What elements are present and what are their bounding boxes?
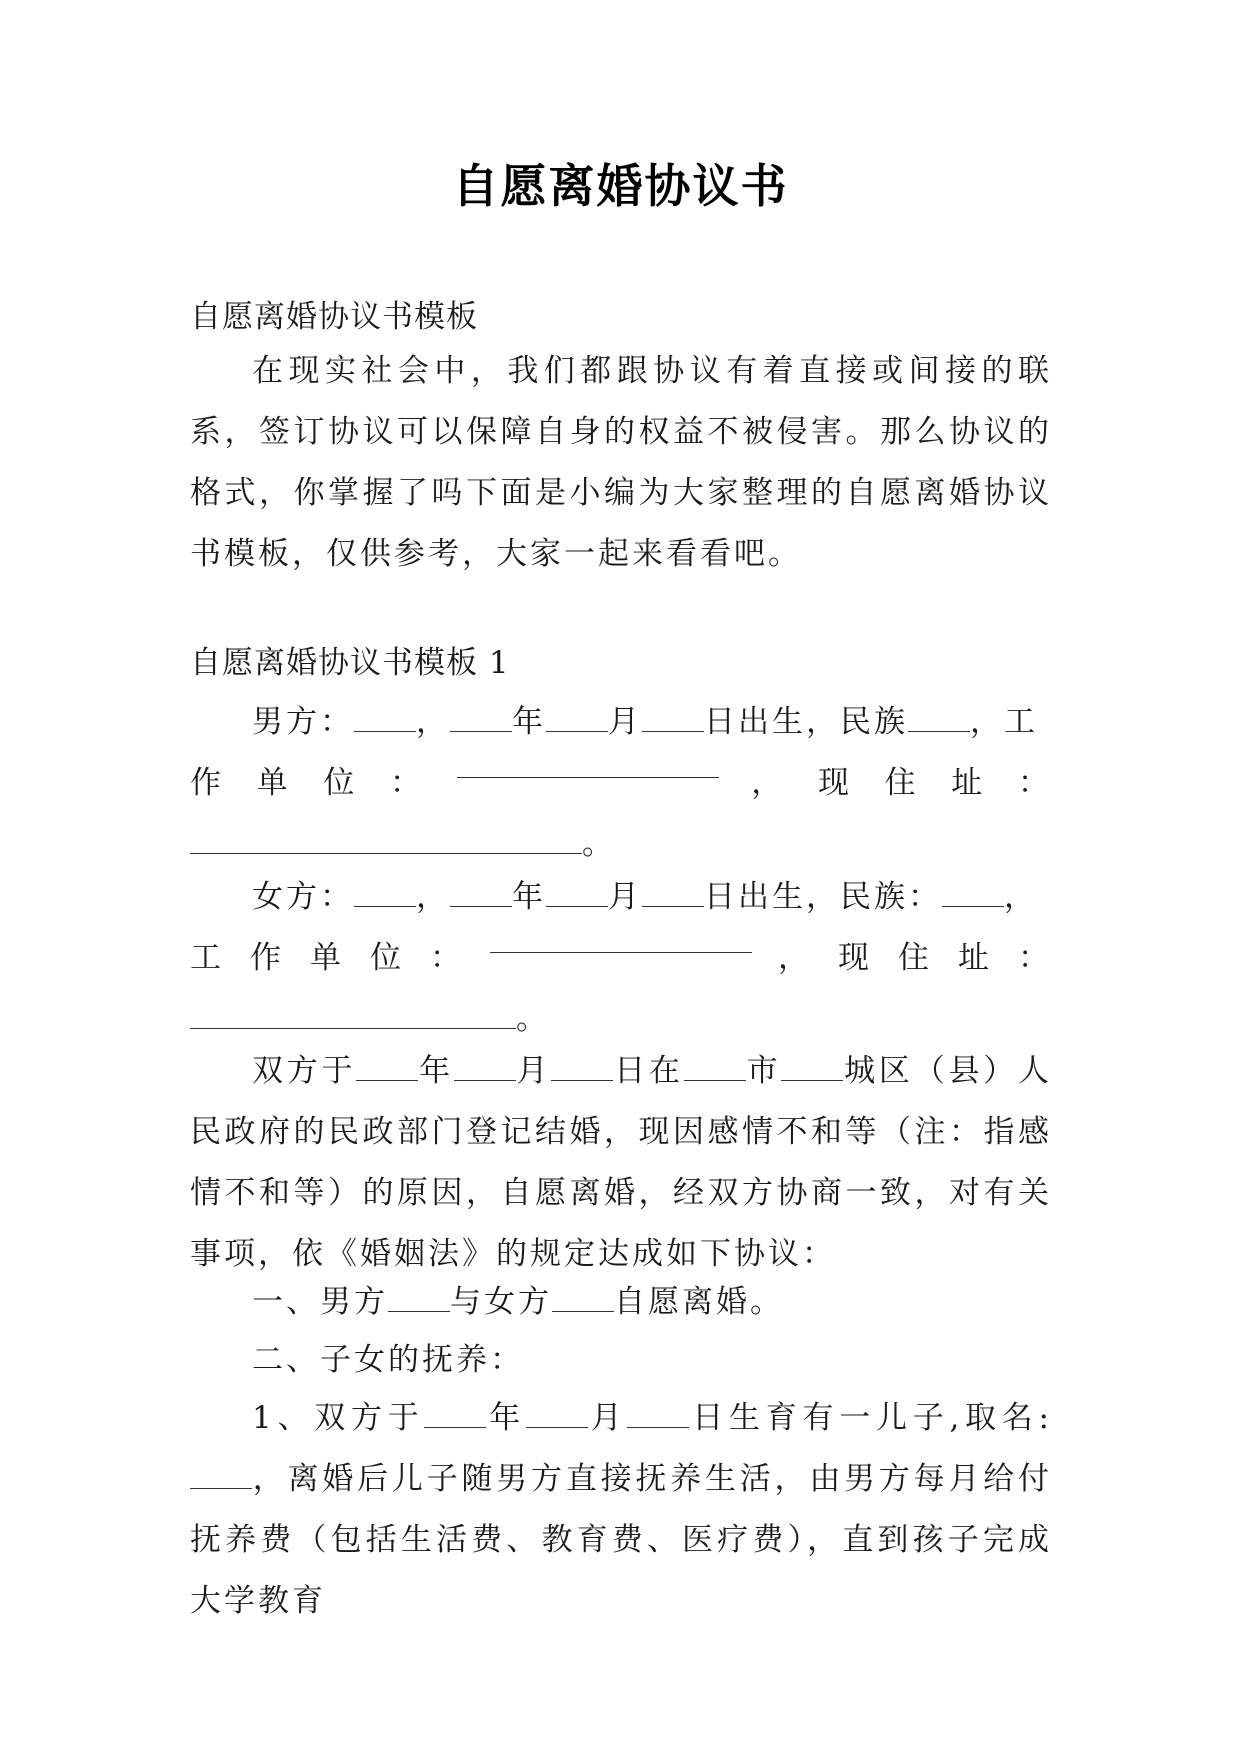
male-birth-year-blank[interactable] <box>450 707 512 732</box>
female-birth-year-blank[interactable] <box>450 882 512 907</box>
clause-2 <box>190 1330 1052 1391</box>
work-char: 作 <box>250 940 284 976</box>
year-label: 年 <box>486 1400 526 1436</box>
male-line-1 <box>190 692 1052 753</box>
comma: ， <box>416 879 450 915</box>
address-char: 现 <box>817 765 852 801</box>
marriage-prefix: 双方于 <box>252 1053 357 1089</box>
section-heading-text: 自愿离婚协议书模板 <box>190 299 478 335</box>
item-1-day-label: 日生育有一儿子,取名: <box>689 1400 1052 1436</box>
item-1-text <box>190 1388 1052 1632</box>
female-label: 女方： <box>252 879 354 915</box>
item-1-month-blank[interactable] <box>526 1403 588 1428</box>
work-char: 工 <box>190 940 224 976</box>
female-address-blank[interactable] <box>190 1004 516 1029</box>
district-label: 城区（县）人 <box>843 1053 1053 1089</box>
female-birth-month-blank[interactable] <box>546 882 608 907</box>
clause-1-prefix: 一、男方 <box>252 1284 388 1320</box>
comma: ， <box>1004 879 1038 915</box>
address-char: 住 <box>898 940 932 976</box>
work-char: 作 <box>190 765 224 801</box>
male-birth-month-blank[interactable] <box>546 707 608 732</box>
male-party-section <box>190 692 1052 875</box>
clause-1-suffix: 自愿离婚。 <box>614 1284 784 1320</box>
template-heading <box>190 633 1052 694</box>
work-char: 位 <box>370 940 404 976</box>
document-title: 自愿离婚协议书 <box>452 159 789 213</box>
clause-1-middle: 与女方 <box>450 1284 552 1320</box>
born-ethnicity-label: 日出生，民族： <box>704 879 942 915</box>
clause-1-line <box>190 1272 1052 1333</box>
female-line-2 <box>190 928 1052 989</box>
marriage-city-blank[interactable] <box>684 1056 746 1081</box>
address-char: 现 <box>838 940 872 976</box>
intro-paragraph <box>190 341 1052 585</box>
day-in-label: 日在 <box>613 1053 684 1089</box>
colon: ： <box>1018 940 1052 976</box>
city-label: 市 <box>745 1053 782 1089</box>
address-char: 址 <box>951 765 986 801</box>
work-char: 工 <box>1004 704 1038 740</box>
year-label: 年 <box>512 704 546 740</box>
month-label: 月 <box>608 704 642 740</box>
marriage-text <box>190 1041 1052 1285</box>
comma: ， <box>252 1461 288 1497</box>
marriage-day-blank[interactable] <box>551 1056 613 1081</box>
clause-1-female-blank[interactable] <box>552 1287 614 1312</box>
period: 。 <box>582 826 616 862</box>
colon: ： <box>1017 765 1052 801</box>
male-name-blank[interactable] <box>354 707 416 732</box>
male-label: 男方： <box>252 704 354 740</box>
month-label: 月 <box>515 1053 552 1089</box>
period: 。 <box>516 1001 550 1037</box>
year-label: 年 <box>512 879 546 915</box>
colon: ： <box>389 765 424 801</box>
comma: ， <box>751 765 786 801</box>
clause-1 <box>190 1272 1052 1333</box>
female-line-1 <box>190 867 1052 928</box>
work-char: 单 <box>310 940 344 976</box>
item-1-prefix: 1、双方于 <box>252 1400 425 1436</box>
marriage-month-blank[interactable] <box>454 1056 516 1081</box>
female-workplace-blank[interactable] <box>490 928 752 953</box>
marriage-district-blank[interactable] <box>781 1056 843 1081</box>
address-char: 址 <box>958 940 992 976</box>
item-1-child-name-blank[interactable] <box>190 1464 252 1489</box>
male-line-3 <box>190 814 1052 875</box>
item-1-paragraph <box>190 1388 1052 1632</box>
clause-1-male-blank[interactable] <box>388 1287 450 1312</box>
colon: ： <box>430 940 464 976</box>
comma: ， <box>416 704 450 740</box>
year-label: 年 <box>418 1053 454 1089</box>
item-1-day-blank[interactable] <box>627 1403 689 1428</box>
clause-2-text: 二、子女的抚养： <box>252 1342 524 1378</box>
address-char: 住 <box>884 765 919 801</box>
marriage-paragraph <box>190 1041 1052 1285</box>
section-heading <box>190 287 1052 348</box>
work-char: 位 <box>323 765 358 801</box>
intro-text: 在现实社会中，我们都跟协议有着直接或间接的联系，签订协议可以保障自身的权益不被侵害。那么协议的格式，你掌握了吗下面是小编为大家整理的自愿离婚协议书模板，仅供参考，大家一起来看看吧。 <box>190 353 1052 572</box>
template-heading-text: 自愿离婚协议书模板 1 <box>190 645 510 681</box>
born-ethnicity-label: 日出生，民族 <box>704 704 908 740</box>
comma: ， <box>778 940 812 976</box>
male-line-2 <box>190 753 1052 814</box>
male-birth-day-blank[interactable] <box>642 707 704 732</box>
female-ethnicity-blank[interactable] <box>942 882 1004 907</box>
work-char: 单 <box>256 765 291 801</box>
item-1-year-blank[interactable] <box>424 1403 486 1428</box>
female-birth-day-blank[interactable] <box>642 882 704 907</box>
month-label: 月 <box>587 1400 628 1436</box>
marriage-year-blank[interactable] <box>356 1056 418 1081</box>
comma: ， <box>970 704 1004 740</box>
month-label: 月 <box>608 879 642 915</box>
male-workplace-blank[interactable] <box>457 753 719 778</box>
item-1-rest: 离婚后儿子随男方直接抚养生活，由男方每月给付抚养费（包括生活费、教育费、医疗费），直到孩子完成大学教育 <box>190 1461 1053 1619</box>
male-address-blank[interactable] <box>190 829 582 854</box>
female-party-section <box>190 867 1052 1050</box>
marriage-rest: 民政府的民政部门登记结婚，现因感情不和等（注：指感情不和等）的原因，自愿离婚，经双方协商一致，对有关事项，依《婚姻法》的规定达成如下协议： <box>190 1114 1052 1272</box>
male-ethnicity-blank[interactable] <box>908 707 970 732</box>
female-name-blank[interactable] <box>354 882 416 907</box>
